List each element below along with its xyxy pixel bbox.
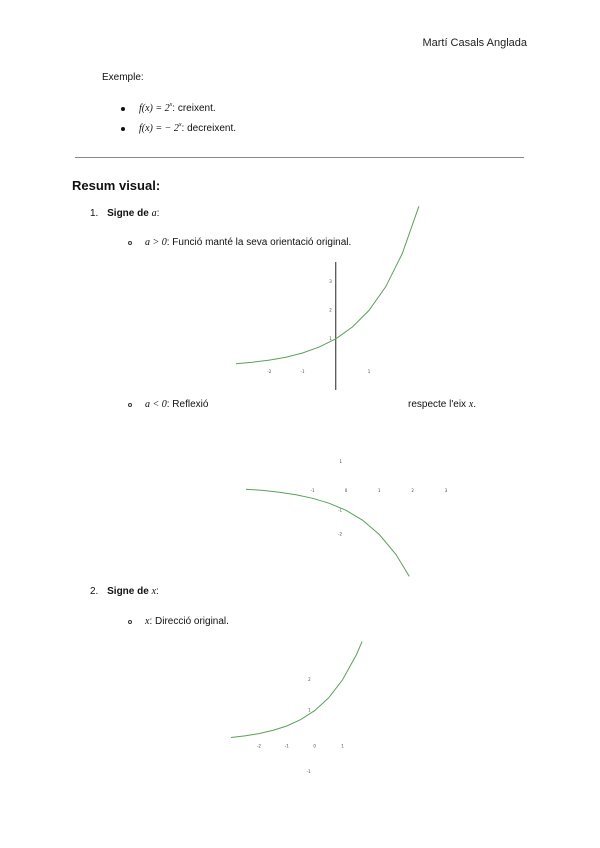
y-tick-label: 1 [339,459,342,464]
section2-text-a: : Direcció original. [149,616,229,627]
section2-bullet-a [145,616,229,627]
header-author: Martí Casals Anglada [422,37,527,49]
section1-cond-a: a > 0 [145,237,167,248]
curve-line [231,642,362,738]
chart-a-positive [236,262,379,390]
section1-cond-b: a < 0 [145,399,167,410]
example-text-2: : decreixent. [181,123,237,134]
x-tick-label: 1 [378,488,381,494]
section2-heading [90,586,159,597]
section2-title: Signe de [107,586,152,597]
summary-title: Resum visual: [72,178,161,193]
x-tick-label: -2 [256,743,261,749]
example-func-2: f(x) = − 2 [139,123,179,134]
x-tick-label: 0 [344,488,348,494]
section1-bullet-b-right [408,399,476,410]
y-tick-label: 1 [329,335,332,341]
bullet-circle [128,403,132,407]
section2-number: 2. [90,586,99,597]
x-tick-label: -1 [310,488,315,494]
x-tick-label: 3 [444,488,448,494]
example-func-1: f(x) = 2 [139,103,170,114]
x-tick-label: 1 [341,743,344,749]
bullet-dot [121,107,125,111]
x-tick-label: -1 [284,743,289,749]
section1-title: Signe de [107,208,152,219]
chart-x-direction [231,640,376,772]
y-tick-label: -2 [338,531,342,537]
section1-text-b-right: respecte l'eix [408,399,469,410]
curve-line [236,206,419,363]
section1-bullet-b [145,399,208,410]
section2-var: x [151,586,157,597]
divider [75,157,524,158]
section1-end-b: . [473,399,477,410]
section1-text-b: : Reflexió [166,399,209,410]
bullet-circle [128,241,132,245]
y-tick-label: 3 [329,278,332,284]
y-tick-label: -1 [306,769,311,774]
curve-line [246,489,409,576]
example-label: Exemple: [102,72,144,83]
section1-number: 1. [90,208,99,219]
section1-text-a: : Funció manté la seva orientació original. [166,237,352,248]
chart-a-negative [246,459,448,578]
y-tick-label: -1 [338,507,342,513]
y-tick-label: 1 [308,707,311,713]
section1-var-b: x [468,399,474,410]
y-tick-label: 2 [308,676,311,682]
example-text-1: : creixent. [172,103,216,114]
section1-colon: : [156,208,160,219]
example-exp-2: x [178,122,182,128]
x-tick-label: -2 [267,369,272,375]
x-tick-label: 2 [411,488,414,494]
section1-bullet-a [145,237,351,248]
section1-var: a [151,208,157,219]
bullet-dot [121,127,125,131]
section2-colon: : [156,586,159,597]
section2-var-a: x [145,616,150,627]
section1-heading [90,208,159,219]
bullet-circle [128,620,132,624]
example-exp-1: x [169,102,173,108]
x-tick-label: -1 [300,369,305,375]
x-tick-label: 0 [313,743,316,749]
y-tick-label: 2 [329,307,332,313]
x-tick-label: 1 [367,369,371,375]
